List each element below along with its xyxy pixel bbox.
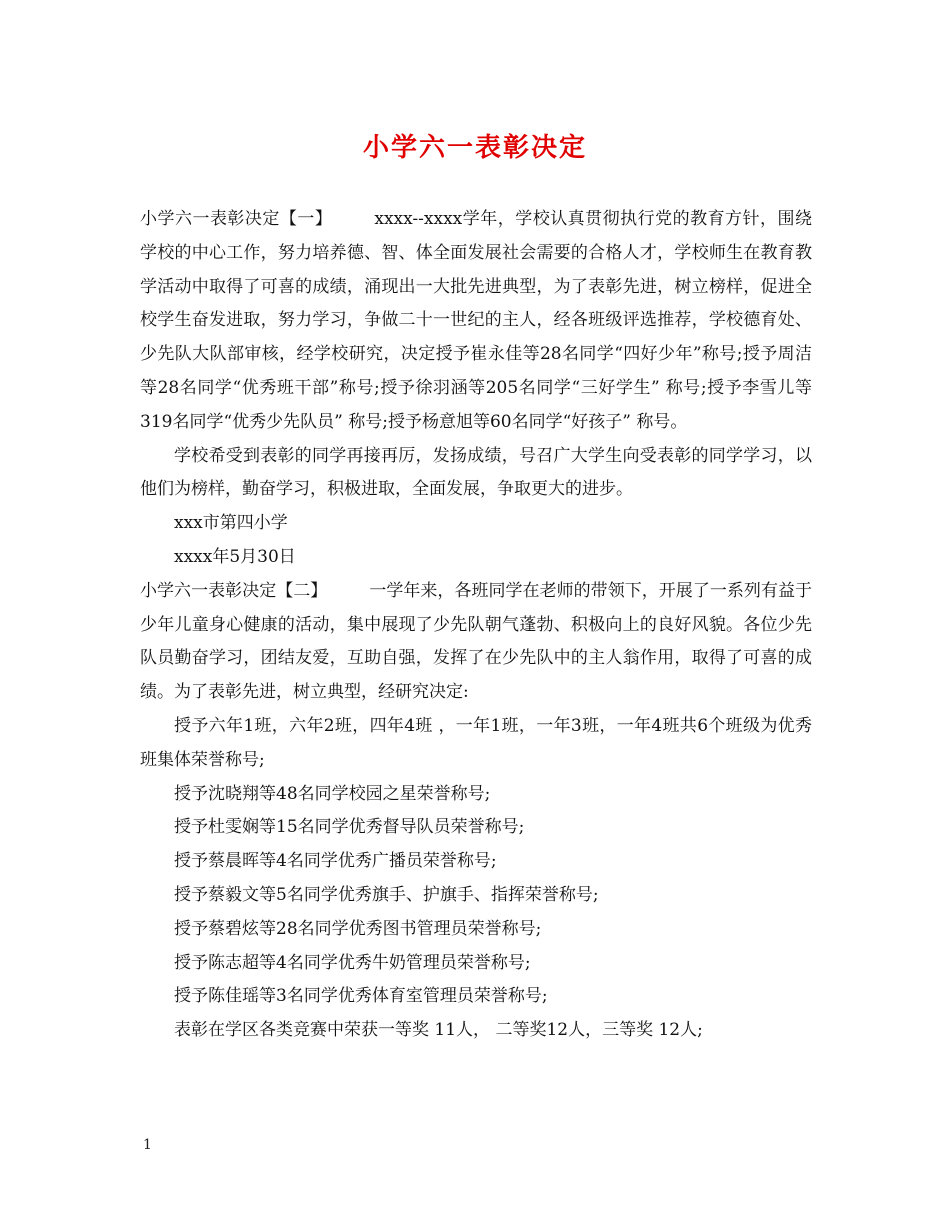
award-item: 授予沈晓翔等48名同学校园之星荣誉称号; (174, 783, 491, 804)
section1-signature: xxx市第四小学 (174, 513, 288, 534)
award-item: 授予杜雯娴等15名同学优秀督导队员荣誉称号; (174, 817, 525, 838)
section1-heading: 小学六一表彰决定【一】 (140, 209, 333, 229)
award-item: 表彰在学区各类竞赛中荣获一等奖 11人， 二等奖12人，三等奖 12人; (174, 1020, 703, 1041)
section2-paragraph (140, 575, 812, 710)
award-item: 授予蔡晨晖等4名同学优秀广播员荣誉称号; (174, 851, 497, 872)
page-number: 1 (143, 1137, 152, 1153)
section1-closing-paragraph: 学校希受到表彰的同学再接再厉，发扬成绩，号召广大学生向受表彰的同学学习，以他们为榜样，勤奋学习，积极进取，全面发展，争取更大的进步。 (140, 445, 812, 500)
section1-date: xxxx年5月30日 (174, 546, 296, 567)
document-body (140, 203, 812, 1048)
section2-intro-text: 一学年来，各班同学在老师的带领下，开展了一系列有益于少年儿童身心健康的活动，集中展现了少先队朝气蓬勃、积极向上的良好风貌。各位少先队员勤奋学习，团结友爱，互助自强，发挥了在少先队中的主人翁作用，取得了可喜的成绩。为了表彰先进，树立典型，经研究决定: (140, 580, 813, 703)
document-title: 小学六一表彰决定 (362, 133, 587, 163)
section1-intro-text: xxxx--xxxx学年，学校认真贯彻执行党的教育方针，围绕学校的中心工作，努力培养德、智、体全面发展社会需要的合格人才，学校师生在教育教学活动中取得了可喜的成绩，涌现出一大批先进典型，为了表彰先进，树立榜样，促进全校学生奋发进取，努力学习，争做二十一世纪的主人，经各班级评选推荐，学校德育处、少先队大队部审核，经学校研究，决定授予崔永佳等28名同学“四好少年”称号;授予周洁等28名同学“优秀班干部”称号;授予徐羽涵等205名同学“三好学生” 称号;授予李雪儿等319名同学“优秀少先队员” 称号;授予杨意旭等60名同学“好孩子” 称号。 (140, 209, 813, 432)
section2-heading: 小学六一表彰决定【二】 (140, 580, 328, 601)
award-item: 授予陈志超等4名同学优秀牛奶管理员荣誉称号; (174, 952, 531, 973)
award-item: 授予陈佳瑶等3名同学优秀体育室管理员荣誉称号; (174, 986, 548, 1007)
award-item: 授予六年1班，六年2班，四年4班 ，一年1班，一年3班，一年4班共6个班级为优秀班集体荣誉称号; (140, 715, 812, 770)
award-item: 授予蔡毅文等5名同学优秀旗手、护旗手、指挥荣誉称号; (174, 884, 599, 905)
award-item: 授予蔡碧炫等28名同学优秀图书管理员荣誉称号; (174, 918, 542, 939)
section1-paragraph (140, 203, 812, 440)
